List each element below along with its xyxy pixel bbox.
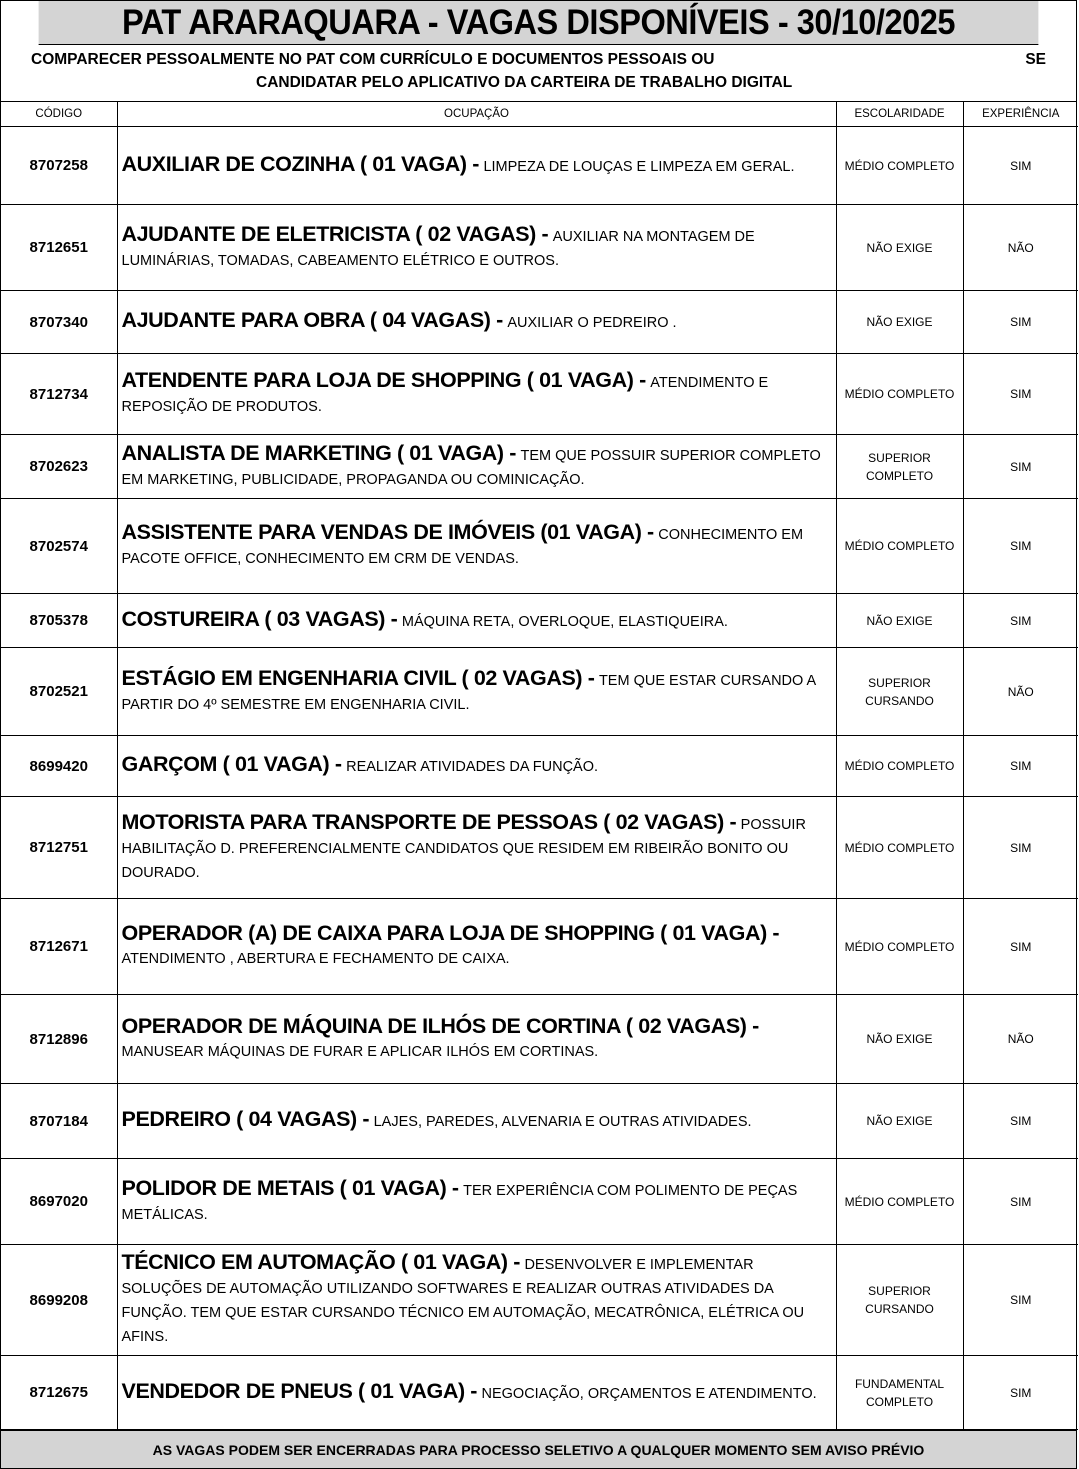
job-description: LAJES, PAREDES, ALVENARIA E OUTRAS ATIVIDADES. — [373, 1114, 752, 1130]
job-description: POSSUIR HABILITAÇÃO D. PREFERENCIALMENTE CANDIDATOS QUE RESIDEM EM RIBEIRÃO BONITO OU DOURADO. — [121, 816, 806, 881]
job-title: POLIDOR DE METAIS ( 01 VAGA) - — [121, 1175, 459, 1200]
job-occupation — [117, 127, 836, 205]
job-title: VENDEDOR DE PNEUS ( 01 VAGA) - — [121, 1378, 478, 1403]
application-notice — [1, 45, 1076, 102]
job-description: ATENDIMENTO E REPOSIÇÃO DE PRODUTOS. — [121, 375, 769, 415]
job-title: ANALISTA DE MARKETING ( 01 VAGA) - — [121, 440, 517, 465]
job-description: REALIZAR ATIVIDADES DA FUNÇÃO. — [346, 759, 599, 775]
job-education: NÃO EXIGE — [836, 1084, 963, 1159]
job-education: MÉDIO COMPLETO — [836, 354, 963, 435]
job-code: 8702623 — [1, 435, 117, 499]
job-experience: NÃO — [963, 995, 1078, 1084]
job-code: 8699420 — [1, 736, 117, 797]
job-experience: SIM — [963, 1159, 1078, 1245]
job-experience: NÃO — [963, 648, 1078, 736]
job-experience: SIM — [963, 354, 1078, 435]
job-experience: NÃO — [963, 205, 1078, 291]
job-education: MÉDIO COMPLETO — [836, 797, 963, 899]
job-description: MÁQUINA RETA, OVERLOQUE, ELASTIQUEIRA. — [401, 613, 728, 630]
job-code: 8712734 — [1, 354, 117, 435]
job-code: 8712751 — [1, 797, 117, 899]
page-title: PAT ARARAQUARA - VAGAS DISPONÍVEIS - 30/10/2025 — [39, 1, 1039, 45]
job-title: GARÇOM ( 01 VAGA) - — [121, 752, 342, 776]
column-header-occupation: OCUPAÇÃO — [117, 102, 836, 127]
notice-line-2: CANDIDATAR PELO APLICATIVO DA CARTEIRA DE TRABALHO DIGITAL — [256, 74, 793, 91]
job-description: CONHECIMENTO EM PACOTE OFFICE, CONHECIMENTO EM CRM DE VENDAS. — [121, 527, 804, 567]
notice-line-1-end: SE — [1025, 51, 1046, 68]
job-code: 8705378 — [1, 594, 117, 648]
job-occupation — [117, 1245, 836, 1356]
job-title: OPERADOR (A) DE CAIXA PARA LOJA DE SHOPPING ( 01 VAGA) - — [121, 921, 780, 945]
job-title: AJUDANTE PARA OBRA ( 04 VAGAS) - — [121, 308, 503, 332]
table-row — [1, 205, 1078, 291]
table-row — [1, 499, 1078, 594]
table-row — [1, 1084, 1078, 1159]
job-occupation — [117, 1159, 836, 1245]
notice-line-1: COMPARECER PESSOALMENTE NO PAT COM CURRÍCULO E DOCUMENTOS PESSOAIS OU — [31, 51, 715, 68]
job-title: ESTÁGIO EM ENGENHARIA CIVIL ( 02 VAGAS) - — [121, 665, 595, 690]
job-occupation — [117, 354, 836, 435]
job-title: TÉCNICO EM AUTOMAÇÃO ( 01 VAGA) - — [121, 1250, 520, 1274]
job-description: TER EXPERIÊNCIA COM POLIMENTO DE PEÇAS METÁLICAS. — [121, 1182, 798, 1223]
job-education: NÃO EXIGE — [836, 291, 963, 354]
job-code: 8712896 — [1, 995, 117, 1084]
job-experience: SIM — [963, 1356, 1078, 1430]
job-education: NÃO EXIGE — [836, 995, 963, 1084]
job-code: 8707340 — [1, 291, 117, 354]
job-education: SUPERIOR CURSANDO — [836, 648, 963, 736]
job-experience: SIM — [963, 1245, 1078, 1356]
table-row — [1, 648, 1078, 736]
table-row — [1, 354, 1078, 435]
job-education: NÃO EXIGE — [836, 205, 963, 291]
job-occupation — [117, 594, 836, 648]
job-rows — [1, 127, 1078, 1430]
job-occupation — [117, 736, 836, 797]
job-description: TEM QUE POSSUIR SUPERIOR COMPLETO EM MARKETING, PUBLICIDADE, PROPAGANDA OU COMINICAÇÃO. — [121, 447, 821, 488]
job-education: MÉDIO COMPLETO — [836, 736, 963, 797]
job-education: NÃO EXIGE — [836, 594, 963, 648]
job-code: 8712675 — [1, 1356, 117, 1430]
job-experience: SIM — [963, 499, 1078, 594]
job-code: 8707258 — [1, 127, 117, 205]
footer-disclaimer: AS VAGAS PODEM SER ENCERRADAS PARA PROCESSO SELETIVO A QUALQUER MOMENTO SEM AVISO PRÉVIO — [1, 1430, 1076, 1468]
job-code: 8699208 — [1, 1245, 117, 1356]
job-title: PEDREIRO ( 04 VAGAS) - — [121, 1107, 370, 1131]
job-description: AUXILIAR O PEDREIRO . — [507, 315, 677, 331]
job-education: MÉDIO COMPLETO — [836, 1159, 963, 1245]
job-code: 8712671 — [1, 899, 117, 995]
jobs-table — [1, 102, 1078, 1430]
table-row — [1, 995, 1078, 1084]
job-education: SUPERIOR CURSANDO — [836, 1245, 963, 1356]
job-title: AUXILIAR DE COZINHA ( 01 VAGA) - — [121, 151, 479, 176]
job-title: OPERADOR DE MÁQUINA DE ILHÓS DE CORTINA ( 02 VAGAS) - — [121, 1013, 759, 1038]
job-education: FUNDAMENTAL COMPLETO — [836, 1356, 963, 1430]
table-row — [1, 594, 1078, 648]
job-occupation — [117, 205, 836, 291]
job-description: LIMPEZA DE LOUÇAS E LIMPEZA EM GERAL. — [483, 158, 795, 175]
table-row — [1, 1356, 1078, 1430]
job-code: 8712651 — [1, 205, 117, 291]
job-title: ATENDENTE PARA LOJA DE SHOPPING ( 01 VAGA) - — [121, 368, 646, 392]
job-experience: SIM — [963, 797, 1078, 899]
job-occupation — [117, 291, 836, 354]
job-description: ATENDIMENTO , ABERTURA E FECHAMENTO DE CAIXA. — [121, 951, 510, 967]
table-row — [1, 291, 1078, 354]
table-row — [1, 899, 1078, 995]
job-title: AJUDANTE DE ELETRICISTA ( 02 VAGAS) - — [121, 221, 549, 246]
job-title: COSTUREIRA ( 03 VAGAS) - — [121, 606, 398, 631]
job-title: ASSISTENTE PARA VENDAS DE IMÓVEIS (01 VAGA) - — [121, 520, 654, 544]
column-header-education: ESCOLARIDADE — [836, 102, 963, 127]
column-header-code: CÓDIGO — [1, 102, 117, 127]
job-occupation — [117, 899, 836, 995]
job-experience: SIM — [963, 435, 1078, 499]
job-occupation — [117, 435, 836, 499]
job-code: 8697020 — [1, 1159, 117, 1245]
job-education: SUPERIOR COMPLETO — [836, 435, 963, 499]
job-education: MÉDIO COMPLETO — [836, 127, 963, 205]
job-occupation — [117, 1084, 836, 1159]
job-description: TEM QUE ESTAR CURSANDO A PARTIR DO 4º SEMESTRE EM ENGENHARIA CIVIL. — [121, 672, 816, 713]
job-description: DESENVOLVER E IMPLEMENTAR SOLUÇÕES DE AUTOMAÇÃO UTILIZANDO SOFTWARES E REALIZAR OUTRAS ATIVIDADES DA FUNÇÃO. TEM QUE ESTAR CURSANDO TÉCNICO EM AUTOMAÇÃO, MECATRÔNICA, ELÉTRICA OU AFINS. — [121, 1257, 805, 1345]
job-occupation — [117, 1356, 836, 1430]
job-code: 8702521 — [1, 648, 117, 736]
job-experience: SIM — [963, 127, 1078, 205]
job-occupation — [117, 499, 836, 594]
job-code: 8702574 — [1, 499, 117, 594]
table-row — [1, 1245, 1078, 1356]
table-row — [1, 736, 1078, 797]
job-description: NEGOCIAÇÃO, ORÇAMENTOS E ATENDIMENTO. — [481, 1385, 817, 1402]
job-code: 8707184 — [1, 1084, 117, 1159]
table-row — [1, 797, 1078, 899]
job-experience: SIM — [963, 594, 1078, 648]
job-description: MANUSEAR MÁQUINAS DE FURAR E APLICAR ILHÓS EM CORTINAS. — [121, 1043, 599, 1060]
job-occupation — [117, 797, 836, 899]
job-title: MOTORISTA PARA TRANSPORTE DE PESSOAS ( 02 VAGAS) - — [121, 809, 737, 834]
job-education: MÉDIO COMPLETO — [836, 899, 963, 995]
job-description: AUXILIAR NA MONTAGEM DE LUMINÁRIAS, TOMADAS, CABEAMENTO ELÉTRICO E OUTROS. — [121, 228, 755, 269]
job-occupation — [117, 648, 836, 736]
job-experience: SIM — [963, 1084, 1078, 1159]
job-experience: SIM — [963, 736, 1078, 797]
job-experience: SIM — [963, 291, 1078, 354]
column-header-experience: EXPERIÊNCIA — [963, 102, 1078, 127]
job-education: MÉDIO COMPLETO — [836, 499, 963, 594]
job-occupation — [117, 995, 836, 1084]
job-experience: SIM — [963, 899, 1078, 995]
table-row — [1, 1159, 1078, 1245]
table-header-row — [1, 102, 1078, 127]
table-row — [1, 435, 1078, 499]
table-row — [1, 127, 1078, 205]
